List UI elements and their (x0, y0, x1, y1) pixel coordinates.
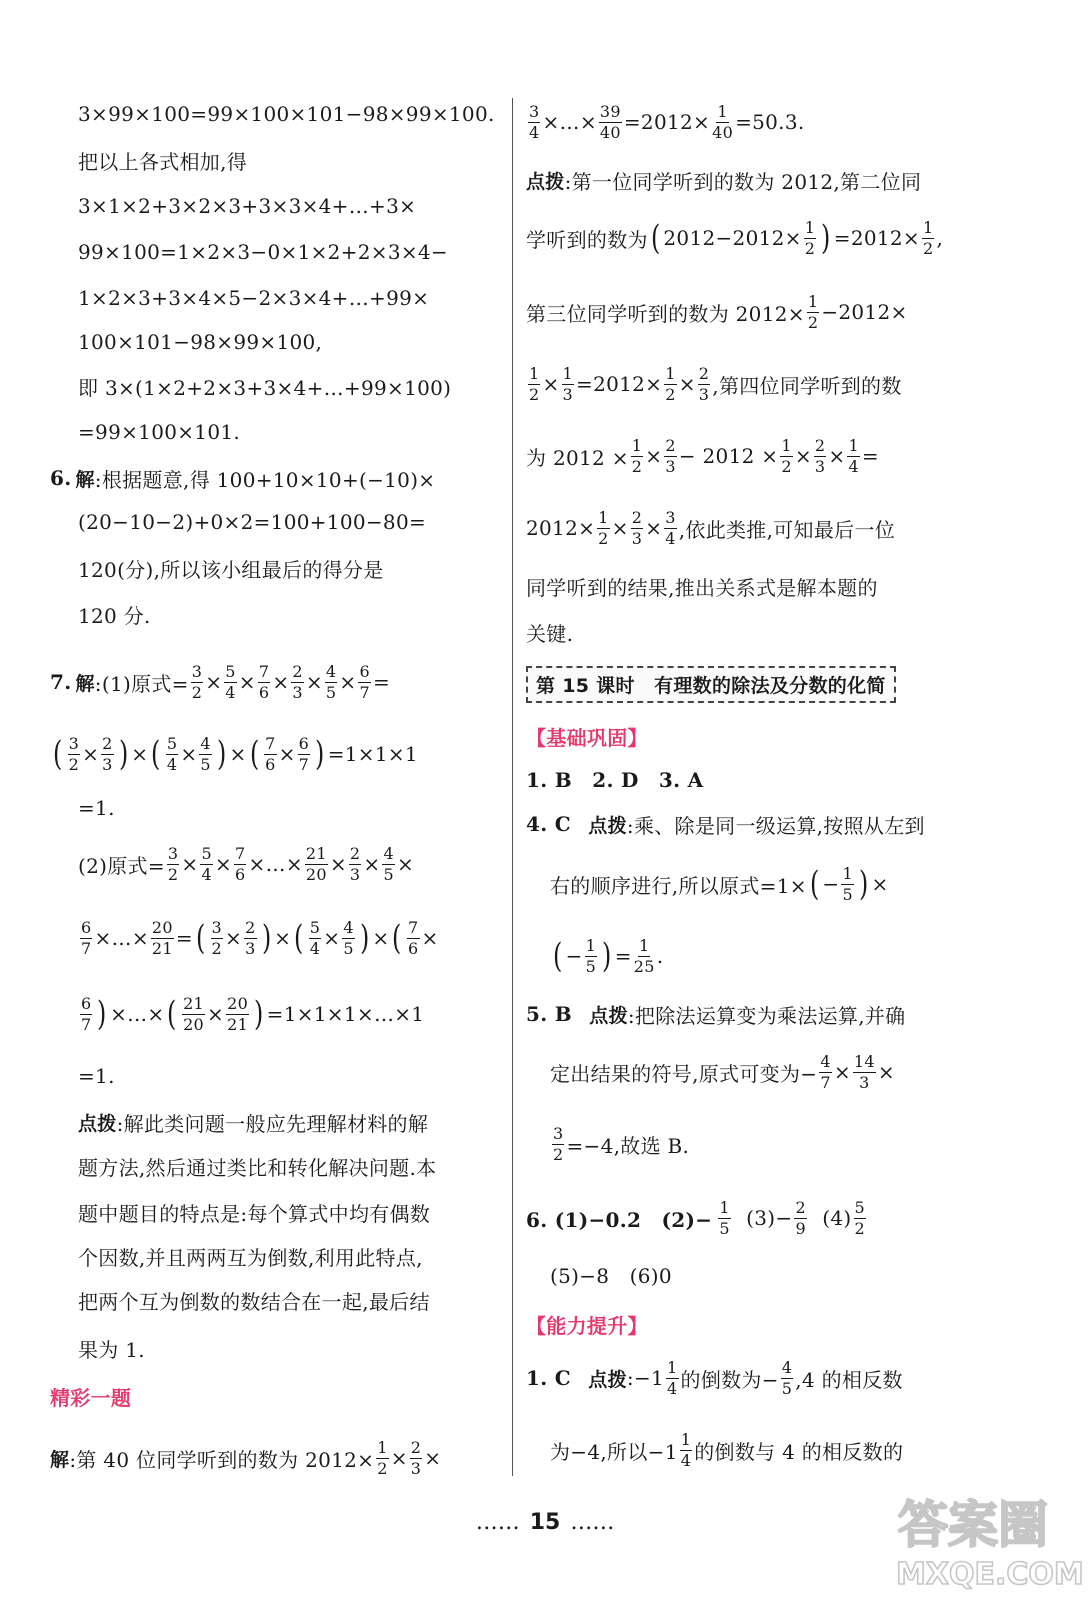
equation-line: ( − $\frac{1}{5}$ ) = $\frac{1}{25}$ . (553, 935, 664, 976)
text: :把除法运算变为乘法运算,并确 (627, 1003, 906, 1028)
answers: 1. B 2. D 3. A (526, 767, 704, 792)
watermark-logo (890, 1484, 1086, 1594)
fraction: $\frac{6}{7}$ (359, 661, 370, 702)
equation-line: 2012× $\frac{1}{2}$ × $\frac{2}{3}$ × $\frac{3}{4}$ ,依此类推,可知最后一位 (526, 507, 896, 548)
text-line: 把两个互为倒数的数结合在一起,最后结 (78, 1289, 430, 1314)
text: :(1)原式= (94, 671, 189, 696)
tip-label: 点拨 (78, 1112, 117, 1135)
question-6 (50, 456, 502, 500)
text: 2012−2012× (663, 226, 802, 250)
text-line: 题方法,然后通过类比和转化解决问题.本 (78, 1155, 437, 1180)
text: ,第四位同学听到的数 (712, 373, 902, 398)
equation-line: 为 2012 × $\frac{1}{2}$ × $\frac{2}{3}$ − 2012 × $\frac{1}{2}$ × $\frac{2}{3}$ × $\frac{1}{4}$ = (526, 435, 879, 476)
text: − 2012 × (678, 444, 779, 468)
text-line: 120(分),所以该小组最后的得分是 (78, 557, 384, 582)
equation-line: (2)原式= $\frac{3}{2}$ × $\frac{5}{4}$ × $\frac{7}{6}$ ×…× $\frac{21}{20}$ × $\frac{2}{3}$ × $\frac{4}{5}$ × (78, 843, 415, 884)
text: 为 2012 × (526, 445, 629, 470)
text: :第一位同学听到的数为 2012,第二位同 (564, 169, 922, 194)
text-line: 3×99×100=99×100×101−98×99×100. (78, 102, 495, 126)
lesson-title: 第 15 课时 有理数的除法及分数的化简 (526, 666, 896, 703)
text-line: 题中题目的特点是:每个算式中均有偶数 (78, 1201, 431, 1226)
watermark-text: 答案圈 (898, 1496, 1048, 1554)
text: =−4,故选 B. (566, 1133, 690, 1158)
text-line: 把以上各式相加,得 (78, 149, 248, 174)
question-number: 7. (50, 670, 72, 694)
text-line: 个因数,并且两两互为倒数,利用此特点, (78, 1245, 423, 1270)
text-line: 即 3×(1×2+2×3+3×4+…+99×100) (78, 375, 452, 400)
answer-label: 解 (75, 468, 95, 491)
answer-number: 5. B (526, 1002, 572, 1026)
equation-line: 为−4,所以−1 $\frac{1}{4}$ 的倒数与 4 的相反数的 (550, 1429, 904, 1470)
text: :第 40 位同学听到的数为 2012× (69, 1447, 375, 1472)
fraction: $\frac{7}{6}$ (258, 661, 270, 702)
tip-label: 点拨 (588, 1368, 627, 1391)
text: =2012× (576, 372, 663, 396)
text: =2012× (833, 226, 920, 250)
answer-label: 解 (50, 1448, 70, 1471)
tip-label: 点拨 (588, 814, 627, 837)
equation-line: $\frac{6}{7}$ ) ×…× ( $\frac{21}{20}$ × $\frac{20}{21}$ ) =1×1×1×…×1 (81, 993, 425, 1034)
column-divider (512, 98, 513, 1476)
text-line: =1. (78, 1064, 115, 1088)
answer-text: 6. (1)−0.2 (2)− (526, 1207, 713, 1232)
equation-line: $\frac{3}{4}$ ×…× $\frac{39}{40}$ =2012× $\frac{1}{40}$ =50.3. (529, 101, 805, 142)
answer-number: 1. C (526, 1366, 571, 1390)
text: :−1 (626, 1366, 665, 1390)
fraction: $\frac{4}{5}$ (325, 661, 337, 702)
text-line: 100×101−98×99×100, (78, 330, 323, 354)
text: :根据题意,得 100+10×10+(−10)× (94, 467, 436, 492)
answer-4 (526, 802, 996, 846)
text-line: 1×2×3+3×4×5−2×3×4+…+99× (78, 286, 430, 310)
text: 定出结果的符号,原式可变为− (550, 1061, 818, 1086)
text: :解此类问题一般应先理解材料的解 (116, 1111, 429, 1136)
answer-5 (526, 992, 996, 1036)
text-line: 99×100=1×2×3−0×1×2+2×3×4− (78, 240, 448, 264)
text-line: =1. (78, 796, 115, 820)
answer-b1: 1. C 点拨 :−1 $\frac{1}{4}$ 的倒数为− $\frac{4}{5}$ ,4 的相反数 (526, 1357, 903, 1398)
tip-label: 点拨 (526, 170, 565, 193)
text: =50.3. (735, 110, 805, 134)
text: 的倒数为− (680, 1367, 779, 1392)
text: (4) (822, 1206, 852, 1230)
text-line: 3×1×2+3×2×3+3×3×4+…+3× (78, 194, 417, 218)
text: 第三位同学听到的数为 2012× (526, 301, 805, 326)
solution-line: 解 :第 40 位同学听到的数为 2012× $\frac{1}{2}$ × $\frac{2}{3}$ × (50, 1437, 442, 1478)
fraction: $\frac{3}{2}$ (191, 661, 203, 702)
text-line: 同学听到的结果,推出关系式是解本题的 (526, 575, 878, 600)
fraction: $\frac{5}{4}$ (225, 661, 236, 702)
footer-dots-right: …… (570, 1510, 615, 1535)
text: 的倒数与 4 的相反数的 (694, 1439, 904, 1464)
watermark-url: MXQE.COM (896, 1557, 1084, 1592)
fraction: $\frac{2}{3}$ (292, 661, 303, 702)
question-number: 6. (50, 466, 72, 490)
text: 为−4,所以−1 (550, 1439, 678, 1464)
text-line: 120 分. (78, 603, 151, 628)
equation-line: $\frac{6}{7}$ ×…× $\frac{20}{21}$ = ( $\frac{3}{2}$ × $\frac{2}{3}$ ) × ( $\frac{5}{4}$ × $\frac{4}{5}$ ) × ( $\frac{7}{6}$ × (81, 917, 439, 958)
section-heading (526, 1302, 996, 1346)
text: ,4 的相反数 (795, 1367, 903, 1392)
equation-line: $\frac{3}{2}$ =−4,故选 B. (553, 1123, 690, 1164)
text: 学听到的数为 (526, 227, 648, 252)
equation-line: 第三位同学听到的数为 2012× $\frac{1}{2}$ −2012× (526, 291, 908, 332)
text: 右的顺序进行,所以原式=1× (550, 873, 807, 898)
text: ,依此类推,可知最后一位 (678, 517, 896, 542)
text-line: 果为 1. (78, 1337, 145, 1362)
tip-label: 点拨 (589, 1004, 628, 1027)
text-line: 关键. (526, 621, 574, 646)
footer-dots-left: …… (475, 1510, 520, 1535)
question-7: 7. 解 :(1)原式= $\frac{3}{2}$ × $\frac{5}{4}$ × $\frac{7}{6}$ × $\frac{2}{3}$ × $\frac{4}{5}$ × $\frac{6}{7}$ = (50, 661, 391, 702)
text: 2012× (526, 516, 596, 540)
page-number: 15 (529, 1510, 561, 1535)
text: =2012× (623, 110, 711, 134)
text-line: (20−10−2)+0×2=100+100−80= (78, 510, 427, 534)
text: (2)原式= (78, 853, 165, 878)
answer-number: 4. C (526, 812, 571, 836)
tip-line (78, 1100, 502, 1144)
text-line: (5)−8 (6)0 (550, 1263, 672, 1288)
text: :乘、除是同一级运算,按照从左到 (626, 813, 925, 838)
answer-6: 6. (1)−0.2 (2)− $\frac{1}{5}$ (3)− $\frac{2}{9}$ (4) $\frac{5}{2}$ (526, 1197, 865, 1238)
section-heading (526, 714, 996, 758)
equation-line: 学听到的数为 ( 2012−2012× $\frac{1}{2}$ ) =2012× $\frac{1}{2}$ , (526, 217, 944, 258)
section-title: 【能力提升】 (526, 1313, 648, 1338)
section-title: 【基础巩固】 (526, 725, 648, 750)
text: (3)− (746, 1206, 793, 1230)
answer-label: 解 (75, 672, 95, 695)
text-line: =99×100×101. (78, 420, 241, 444)
equation-line: 右的顺序进行,所以原式=1× ( − $\frac{1}{5}$ ) × (550, 863, 889, 904)
lesson-heading (526, 662, 996, 706)
section-heading (50, 1374, 502, 1418)
text: −2012× (821, 300, 908, 324)
equation-line: $\frac{1}{2}$ × $\frac{1}{3}$ =2012× $\frac{1}{2}$ × $\frac{2}{3}$ ,第四位同学听到的数 (529, 363, 902, 404)
tip-line (526, 158, 996, 202)
equation-line: ( $\frac{3}{2}$ × $\frac{2}{3}$ ) × ( $\frac{5}{4}$ × $\frac{4}{5}$ ) × ( $\frac{7}{6}$ × $\frac{6}{7}$ ) =1×1×1 (53, 733, 418, 774)
text-line (526, 756, 996, 800)
section-title: 精彩一题 (50, 1385, 132, 1410)
equation-line: 定出结果的符号,原式可变为− $\frac{4}{7}$ × $\frac{14}{3}$ × (550, 1051, 895, 1092)
